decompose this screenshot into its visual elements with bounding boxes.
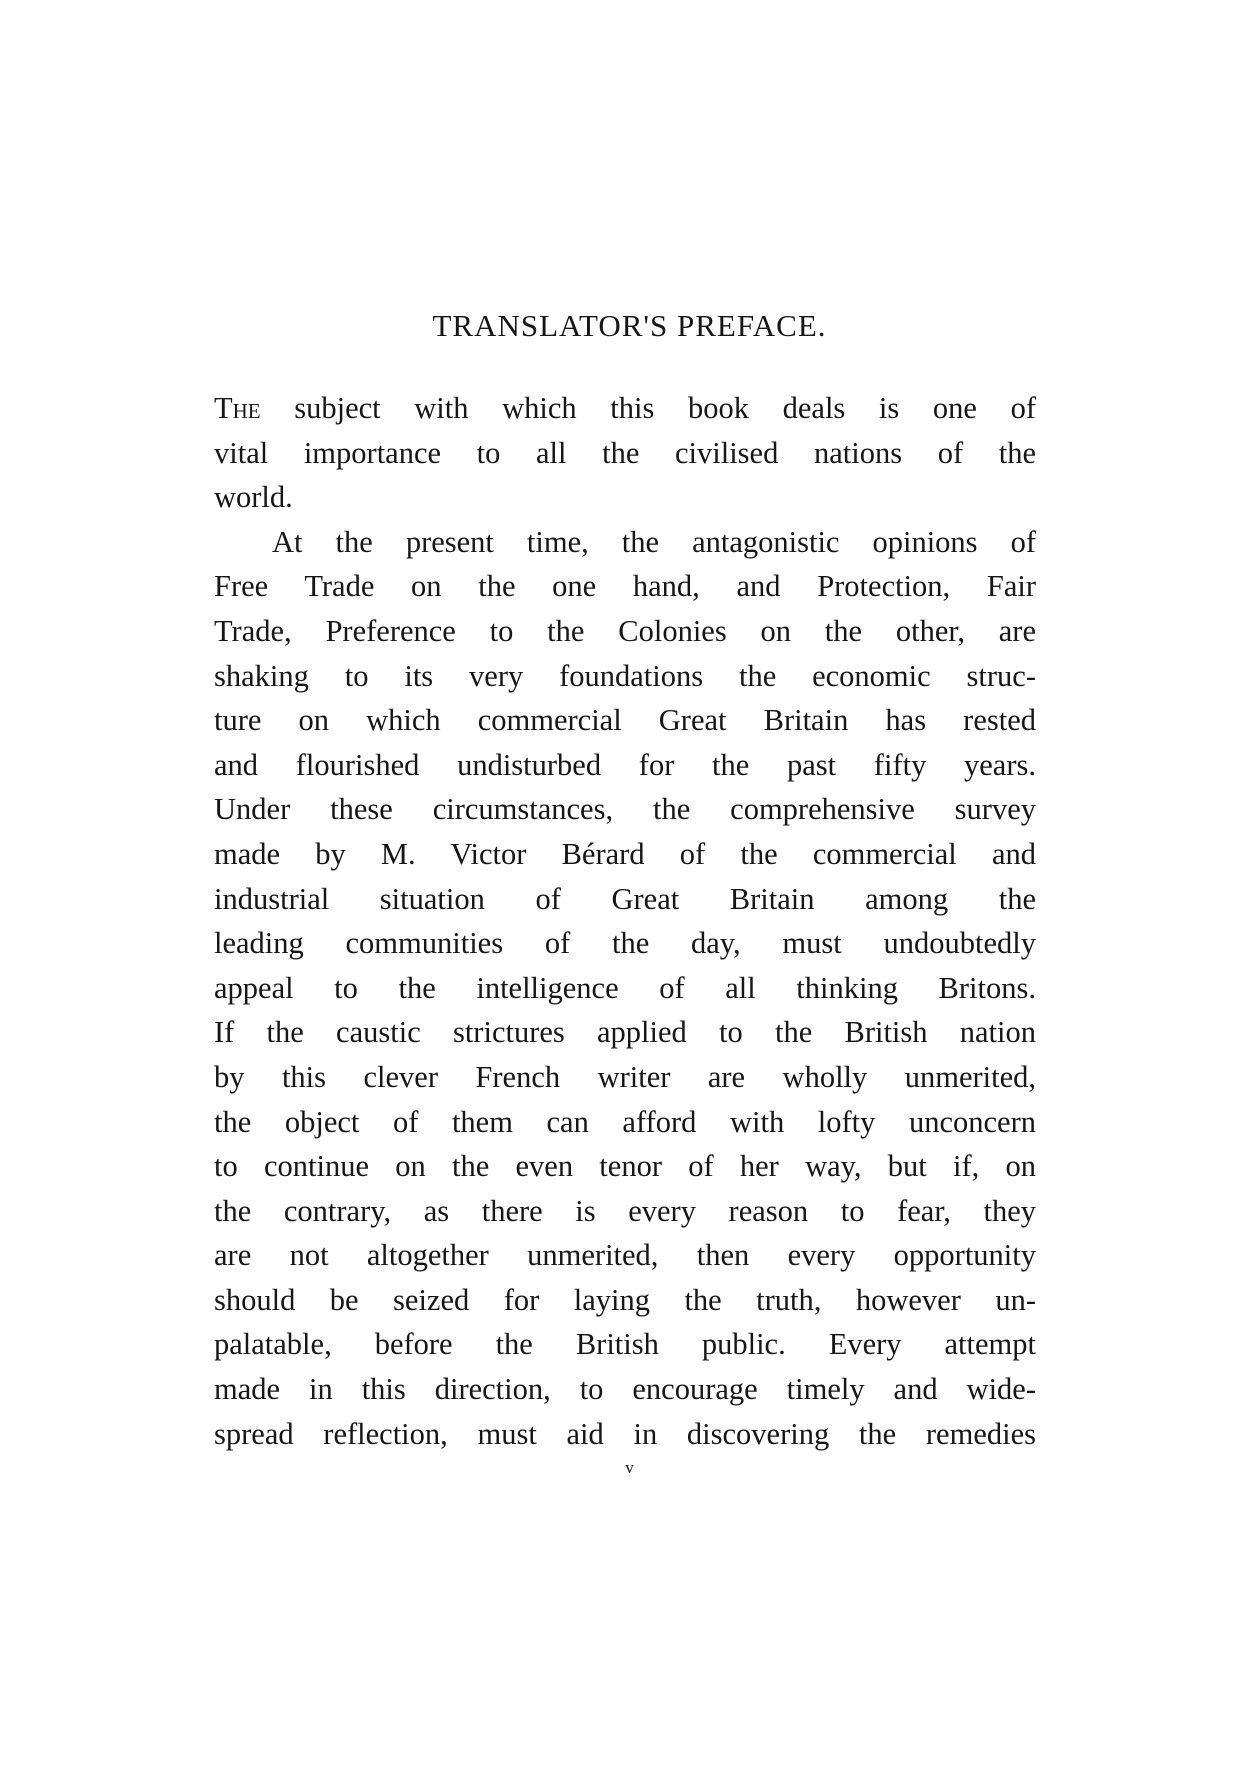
text-line: At the present time, the antagonistic opinions of bbox=[272, 524, 1036, 559]
text-line: should be seized for laying the truth, however un- bbox=[214, 1282, 1036, 1317]
text-line: appeal to the intelligence of all thinking Britons. bbox=[214, 970, 1036, 1005]
text-line: Under these circumstances, the comprehensive survey bbox=[214, 792, 1036, 827]
page-number: v bbox=[625, 1458, 634, 1477]
text-line bbox=[214, 386, 1036, 431]
text-line: If the caustic strictures applied to the British nation bbox=[214, 1015, 1036, 1050]
text-line: vital importance to all the civilised nations of the bbox=[214, 435, 1036, 470]
text-line: palatable, before the British public. Every attempt bbox=[214, 1327, 1036, 1362]
text-line: the contrary, as there is every reason to fear, they bbox=[214, 1193, 1036, 1228]
text-line: and flourished undisturbed for the past fifty years. bbox=[214, 747, 1036, 782]
text-line: to continue on the even tenor of her way, but if, on bbox=[214, 1149, 1036, 1184]
text-line: the object of them can afford with lofty unconcern bbox=[214, 1104, 1036, 1139]
text-line: leading communities of the day, must undoubtedly bbox=[214, 926, 1036, 961]
preface-body bbox=[214, 386, 1036, 1456]
page-title: TRANSLATOR'S PREFACE. bbox=[432, 308, 827, 343]
opening-word: The bbox=[214, 391, 261, 425]
text-line: Trade, Preference to the Colonies on the other, are bbox=[214, 613, 1036, 648]
text-line: by this clever French writer are wholly unmerited, bbox=[214, 1059, 1036, 1094]
text-line: made in this direction, to encourage timely and wide- bbox=[214, 1372, 1036, 1407]
text-line: shaking to its very foundations the economic struc- bbox=[214, 658, 1036, 693]
text-line: world. bbox=[214, 480, 293, 515]
text-line: ture on which commercial Great Britain has rested bbox=[214, 703, 1036, 738]
text-line-content: subject with which this book deals is one of bbox=[260, 391, 1036, 425]
text-line: Free Trade on the one hand, and Protection, Fair bbox=[214, 569, 1036, 604]
text-line: made by M. Victor Bérard of the commercial and bbox=[214, 836, 1036, 871]
text-line: are not altogether unmerited, then every opportunity bbox=[214, 1238, 1036, 1273]
text-line: spread reflection, must aid in discovering the remedies bbox=[214, 1416, 1036, 1451]
text-line: industrial situation of Great Britain among the bbox=[214, 881, 1036, 916]
